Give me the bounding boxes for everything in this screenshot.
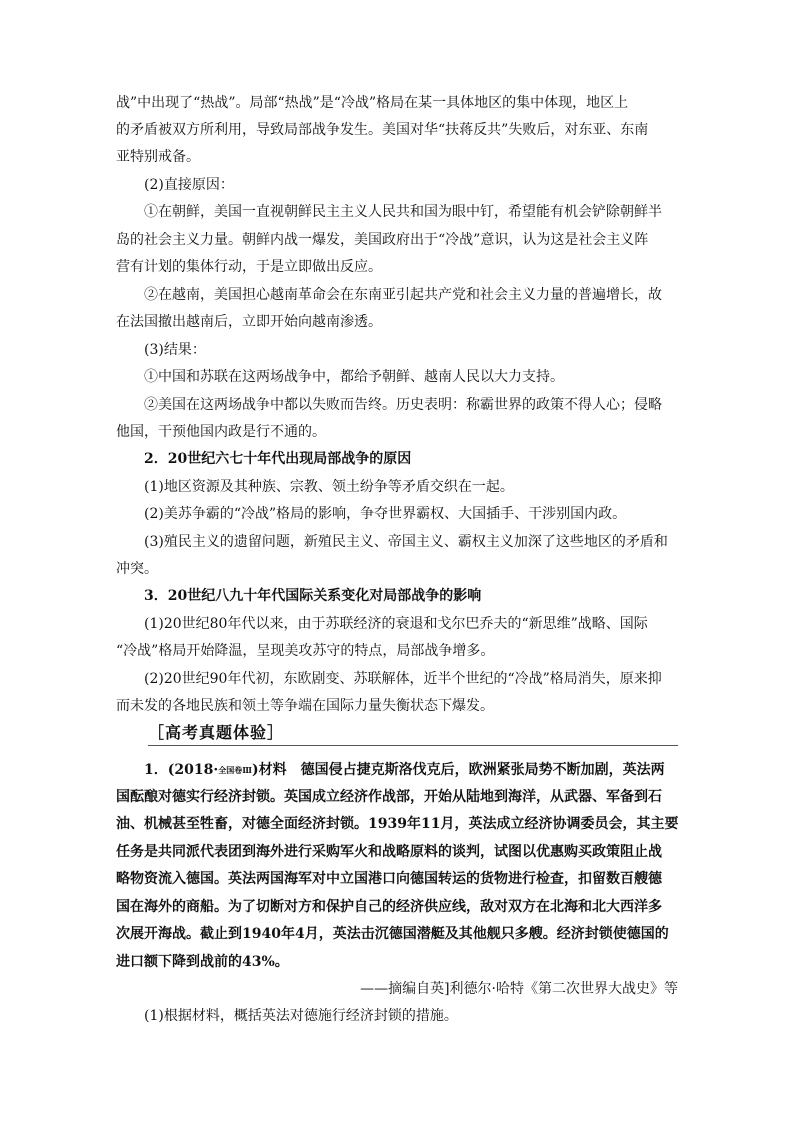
body-line: ②美国在这两场战争中都以失败而告终。历史表明：称霸世界的政策不得人心；侵略 xyxy=(116,397,662,413)
body-line: 而未发的各地民族和领土等争端在国际力量失衡状态下爆发。 xyxy=(116,698,494,714)
section-heading: 3．20世纪八九十年代国际关系变化对局部战争的影响 xyxy=(116,588,482,604)
question-line: 任务是共同派代表团到海外进行采购军火和战略原料的谈判，试图以优惠购买政策阻止战 xyxy=(116,844,662,860)
body-line: 战”中出现了“热战”。局部“热战”是“冷战”格局在某一具体地区的集中体现，地区上 xyxy=(116,95,629,111)
question-line: 次展开海战。截止到1940年4月，英法击沉德国潜艇及其他舰只多艘。经济封锁使德国的 xyxy=(116,926,669,942)
body-line: (2)20世纪90年代初，东欧剧变、苏联解体，近半个世纪的“冷战”格局消失，原来抑 xyxy=(116,671,662,687)
question-line: 油、机械甚至牲畜，对德全面经济封锁。1939年11月，英法成立经济协调委员会，其主要 xyxy=(116,816,679,832)
body-line: (3)殖民主义的遗留问题，新殖民主义、帝国主义、霸权主义加深了这些地区的矛盾和 xyxy=(116,534,668,550)
body-line: (2)美苏争霸的“冷战”格局的影响，争夺世界霸权、大国插手、干涉别国内政。 xyxy=(116,506,627,522)
question-line: 进口额下降到战前的43%。 xyxy=(116,954,289,970)
source-citation: ——摘编自英]利德尔·哈特《第二次世界大战史》等 xyxy=(360,981,678,997)
banner-divider xyxy=(148,745,678,746)
question-lead-tail: )材料 德国侵占捷克斯洛伐克后，欧洲紧张局势不断加剧，英法两 xyxy=(251,762,665,778)
body-line: 他国，干预他国内政是行不通的。 xyxy=(116,424,326,440)
body-line: 冲突。 xyxy=(116,561,158,577)
body-line: 的矛盾被双方所利用，导致局部战争发生。美国对华“扶蒋反共”失败后，对东亚、东南 xyxy=(116,122,649,138)
body-line: (1)地区资源及其种族、宗教、领土纷争等矛盾交织在一起。 xyxy=(116,479,514,495)
question-line: 国在海外的商船。为了切断对方和保护自己的经济供应线，敌对双方在北海和北大西洋多 xyxy=(116,899,662,915)
body-line: (1)20世纪80年代以来，由于苏联经济的衰退和戈尔巴乔夫的“新思维”战略、国际 xyxy=(116,616,648,632)
body-line: “冷战”格局开始降温，呈现美攻苏守的特点，局部战争增多。 xyxy=(116,643,495,659)
sub-question: (1)根据材料，概括英法对德施行经济封锁的措施。 xyxy=(116,1008,458,1024)
body-line: 亚特别戒备。 xyxy=(116,149,200,165)
body-line: ①中国和苏联在这两场战争中，都给予朝鲜、越南人民以大力支持。 xyxy=(116,369,564,385)
body-line: ①在朝鲜，美国一直视朝鲜民主主义人民共和国为眼中钉，希望能有机会铲除朝鲜半 xyxy=(116,204,662,220)
question-line: 国酝酿对德实行经济封锁。英国成立经济作战部，开始从陆地到海洋，从武器、军备到石 xyxy=(116,789,662,805)
body-line: 在法国撤出越南后，立即开始向越南渗透。 xyxy=(116,314,382,330)
body-line: 岛的社会主义力量。朝鲜内战一爆发，美国政府出于“冷战”意识，认为这是社会主义阵 xyxy=(116,232,649,248)
subheading: (3)结果： xyxy=(116,342,206,358)
question-line: 略物资流入德国。英法两国海军对中立国港口向德国转运的货物进行检查，扣留数百艘德 xyxy=(116,871,662,887)
section-heading: 2．20世纪六七十年代出现局部战争的原因 xyxy=(116,451,412,467)
body-line: 营有计划的集体行动，于是立即做出反应。 xyxy=(116,259,382,275)
section-banner: ［高考真题体验］ xyxy=(148,723,285,742)
question-lead xyxy=(116,757,678,784)
subheading: (2)直接原因： xyxy=(116,177,234,193)
exam-tag: 全国卷Ⅲ xyxy=(218,765,252,775)
body-line: ②在越南，美国担心越南革命会在东南亚引起共产党和社会主义力量的普遍增长，故 xyxy=(116,287,662,303)
question-number: 1．(2018· xyxy=(116,762,219,778)
